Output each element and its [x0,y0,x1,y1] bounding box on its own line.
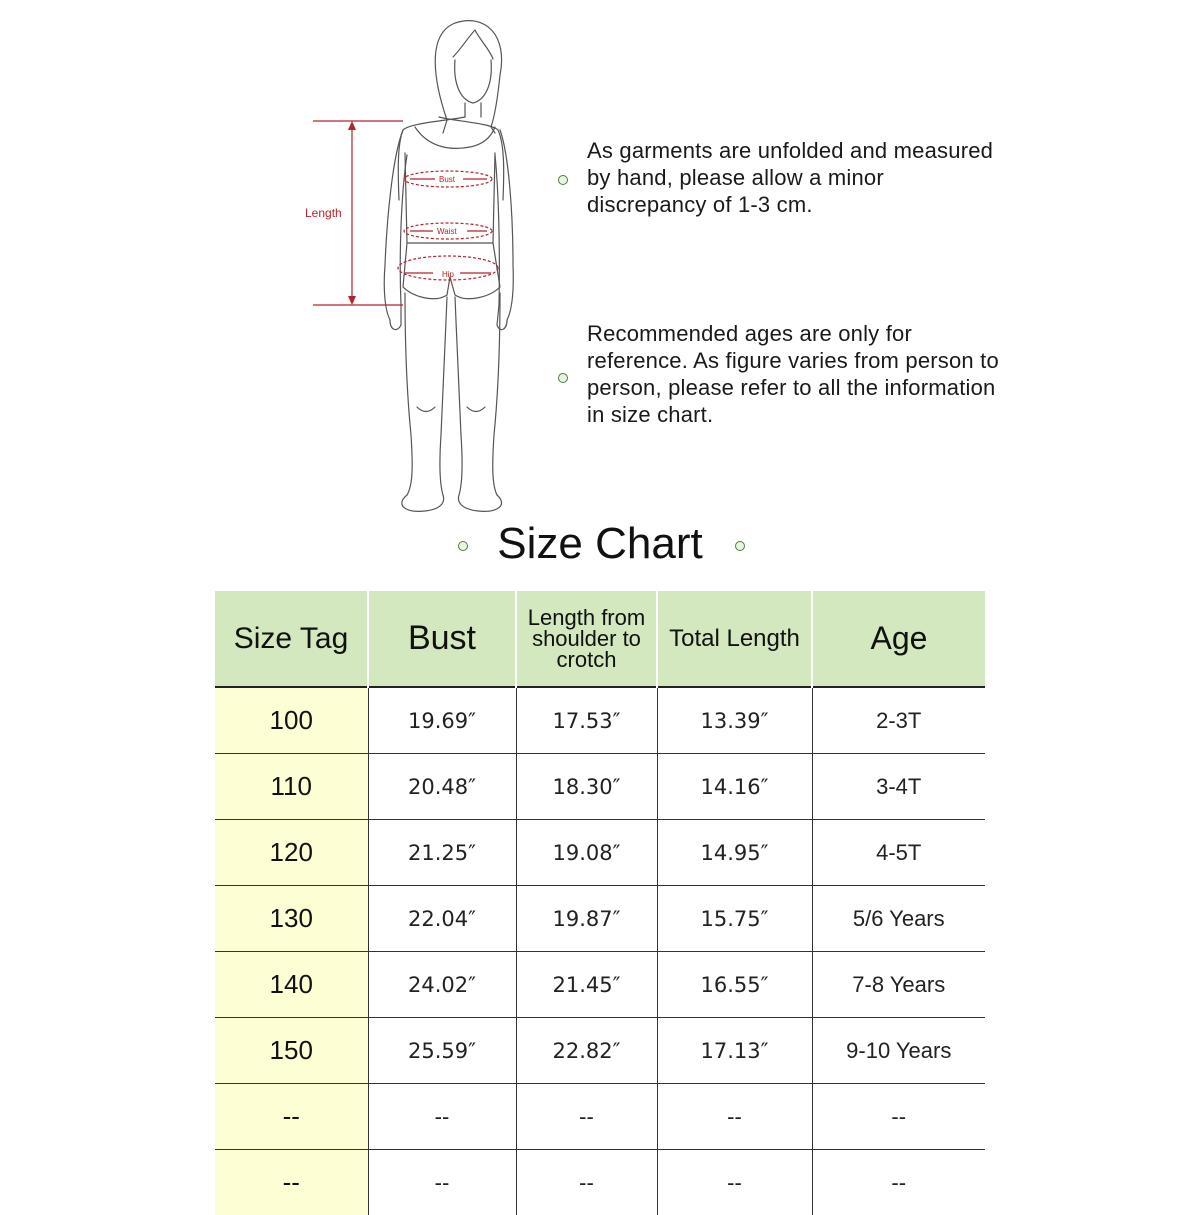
bust-cell: 22.04″ [368,886,516,952]
total-length-cell: 14.16″ [657,754,812,820]
length-cell: 22.82″ [516,1018,657,1084]
total-length-cell: -- [657,1150,812,1215]
age-cell: 2-3T [812,687,985,754]
size-chart-table [215,591,985,1215]
header-age: Age [812,591,985,687]
header-length-shoulder: Length from shoulder to crotch [516,591,657,687]
total-length-cell: 16.55″ [657,952,812,1018]
total-length-cell: 14.95″ [657,820,812,886]
length-cell: -- [516,1150,657,1215]
size-cell: 140 [215,952,368,1018]
size-cell: -- [215,1084,368,1150]
age-cell: 3-4T [812,754,985,820]
table-row [215,1150,985,1215]
length-cell: 19.87″ [516,886,657,952]
length-cell: 19.08″ [516,820,657,886]
age-cell: 7-8 Years [812,952,985,1018]
bust-cell: -- [368,1150,516,1215]
note-bullet-icon [558,175,568,185]
size-cell: -- [215,1150,368,1215]
hip-label: Hip [442,270,455,279]
bust-cell: 21.25″ [368,820,516,886]
length-cell: 21.45″ [516,952,657,1018]
age-cell: -- [812,1084,985,1150]
table-row [215,952,985,1018]
total-length-cell: 17.13″ [657,1018,812,1084]
title-bullet-right-icon [735,541,745,551]
note-discrepancy: As garments are unfolded and measured by hand, please allow a minor discrepancy of 1-3 cm. [587,137,1007,218]
page-title: Size Chart [0,516,1200,572]
header-bust: Bust [368,591,516,687]
size-cell: 120 [215,820,368,886]
size-cell: 130 [215,886,368,952]
length-cell: 18.30″ [516,754,657,820]
waist-label: Waist [437,227,457,236]
total-length-cell: -- [657,1084,812,1150]
age-cell: 5/6 Years [812,886,985,952]
table-row [215,886,985,952]
bust-cell: 19.69″ [368,687,516,754]
age-cell: 9-10 Years [812,1018,985,1084]
size-cell: 150 [215,1018,368,1084]
bust-cell: -- [368,1084,516,1150]
age-cell: 4-5T [812,820,985,886]
length-label: Length [305,206,342,220]
size-cell: 100 [215,687,368,754]
measurement-figure [295,15,520,515]
length-cell: 17.53″ [516,687,657,754]
note-bullet-icon [558,373,568,383]
table-header-row [215,591,985,687]
header-size-tag: Size Tag [215,591,368,687]
table-row [215,687,985,754]
total-length-cell: 13.39″ [657,687,812,754]
size-cell: 110 [215,754,368,820]
length-cell: -- [516,1084,657,1150]
total-length-cell: 15.75″ [657,886,812,952]
bust-cell: 20.48″ [368,754,516,820]
note-ages: Recommended ages are only for reference. As figure varies from person to person, please refer to all the information in size chart. [587,320,1007,428]
header-total-length: Total Length [657,591,812,687]
table-row [215,820,985,886]
age-cell: -- [812,1150,985,1215]
table-row [215,1018,985,1084]
bust-cell: 24.02″ [368,952,516,1018]
bust-cell: 25.59″ [368,1018,516,1084]
table-row [215,754,985,820]
bust-label: Bust [439,175,456,184]
table-row [215,1084,985,1150]
